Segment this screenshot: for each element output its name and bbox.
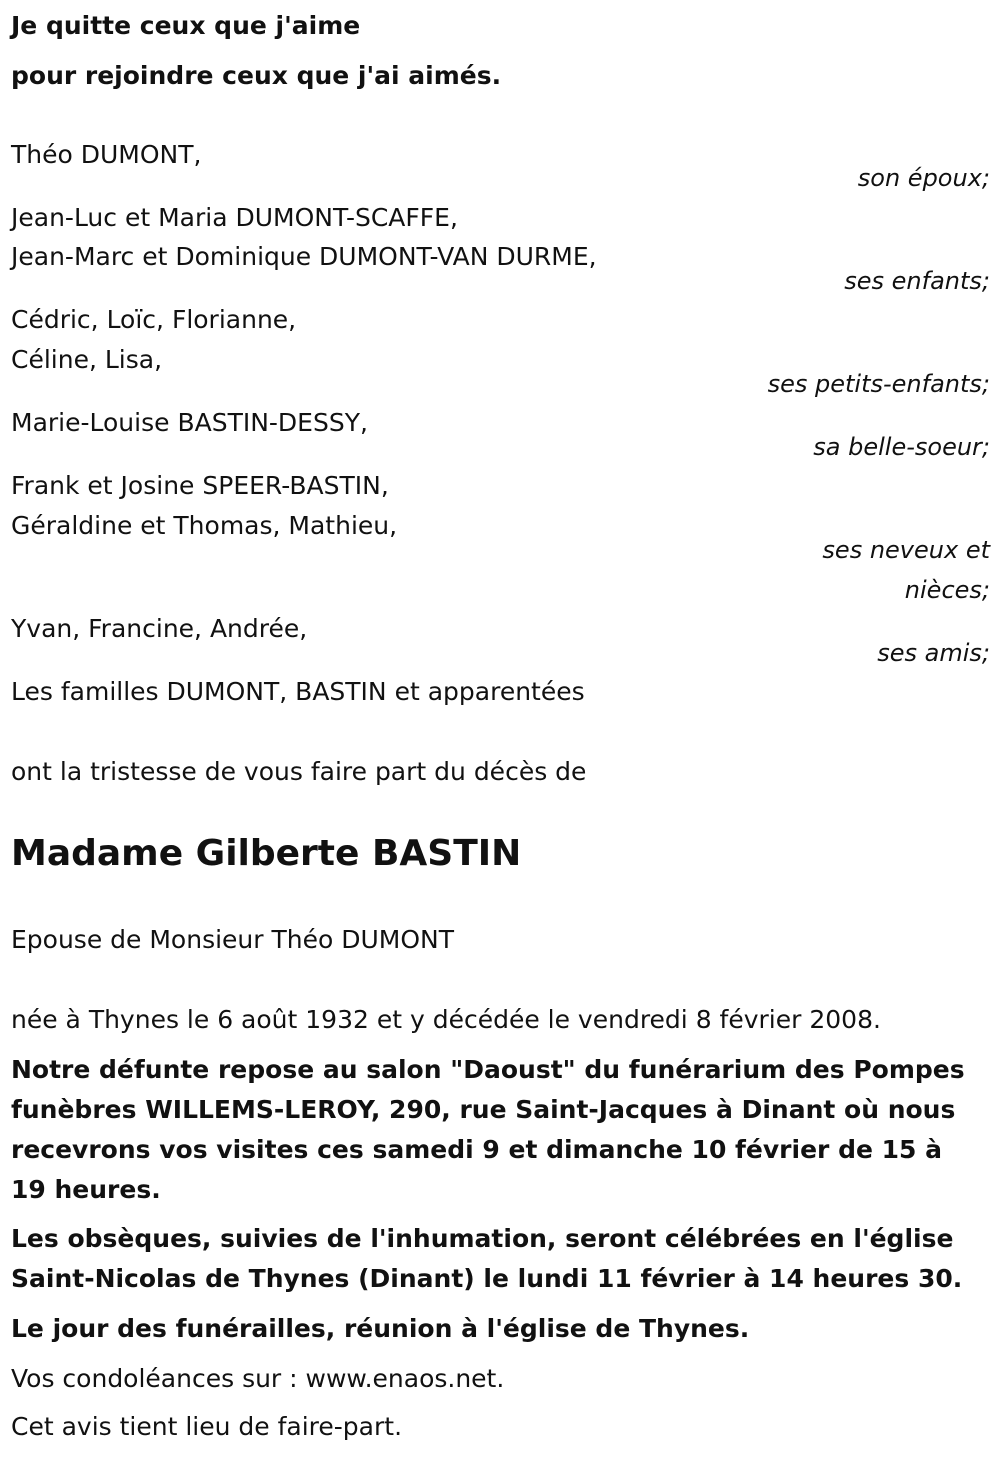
- viewing-paragraph: Notre défunte repose au salon "Daoust" du funérarium des Pompes funèbres WILLEMS-LEROY, 290, rue Saint-Jacques à Dinant où nous recevrons vos visites ces samedi 9 et dimanche 10 février de 15 à 19 heures.: [11, 1055, 965, 1204]
- nephew-2: Géraldine et Thomas, Mathieu,: [11, 511, 398, 540]
- sister-in-law-relation: sa belle-soeur;: [813, 433, 990, 461]
- closing-line: Cet avis tient lieu de faire-part.: [11, 1412, 403, 1441]
- spouse-line: Epouse de Monsieur Théo DUMONT: [11, 925, 454, 954]
- families-line: Les familles DUMONT, BASTIN et apparentées: [11, 677, 585, 706]
- friends-names: Yvan, Francine, Andrée,: [11, 614, 308, 643]
- funeral-paragraph: Les obsèques, suivies de l'inhumation, seront célébrées en l'église Saint-Nicolas de Thynes (Dinant) le lundi 11 février à 14 heures 30.: [11, 1224, 963, 1293]
- grandchildren-relation: ses petits-enfants;: [767, 370, 990, 398]
- announcement: ont la tristesse de vous faire part du décès de: [11, 757, 587, 786]
- epigraph-line-2: pour rejoindre ceux que j'ai aimés.: [11, 61, 502, 90]
- children-relation: ses enfants;: [844, 267, 990, 295]
- spouse-name: Théo DUMONT,: [11, 140, 202, 169]
- birth-death: née à Thynes le 6 août 1932 et y décédée le vendredi 8 février 2008.: [11, 1005, 881, 1034]
- grandchildren-1: Cédric, Loïc, Florianne,: [11, 305, 297, 334]
- child-1: Jean-Luc et Maria DUMONT-SCAFFE,: [11, 203, 458, 232]
- nephews-relation-line-2: nièces;: [904, 576, 990, 604]
- epigraph-line-1: Je quitte ceux que j'aime: [11, 11, 361, 40]
- spouse-relation: son époux;: [857, 164, 990, 192]
- nephews-relation-line-1: ses neveux et: [822, 536, 990, 564]
- deceased-name: Madame Gilberte BASTIN: [11, 833, 522, 874]
- nephew-1: Frank et Josine SPEER-BASTIN,: [11, 471, 389, 500]
- condolences-line: Vos condoléances sur : www.enaos.net.: [11, 1364, 505, 1393]
- friends-relation: ses amis;: [877, 639, 990, 667]
- sister-in-law-name: Marie-Louise BASTIN-DESSY,: [11, 408, 368, 437]
- child-2: Jean-Marc et Dominique DUMONT-VAN DURME,: [11, 242, 597, 271]
- gathering-line: Le jour des funérailles, réunion à l'église de Thynes.: [11, 1314, 750, 1343]
- grandchildren-2: Céline, Lisa,: [11, 345, 163, 374]
